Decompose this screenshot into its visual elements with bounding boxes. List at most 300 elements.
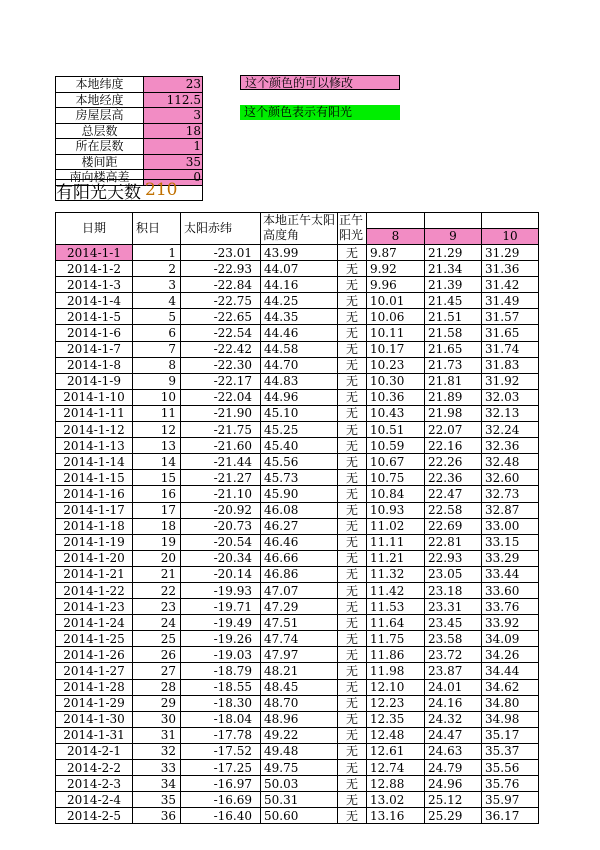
- parameter-row: [56, 154, 203, 170]
- cell-hour-8: 11.98: [367, 663, 425, 679]
- hour-8-label[interactable]: 8: [367, 229, 424, 244]
- cell-hour-9: 23.05: [425, 566, 482, 582]
- table-row: [56, 502, 539, 518]
- table-row: [56, 293, 539, 309]
- parameter-row: [56, 92, 203, 108]
- cell-hour-9: 24.96: [425, 776, 482, 792]
- cell-noon-sun: 无: [338, 615, 367, 631]
- cell-hour-9: 22.81: [425, 534, 482, 550]
- cell-day-index: 15: [133, 470, 181, 486]
- cell-noon-sun: 无: [338, 309, 367, 325]
- cell-hour-8: 10.93: [367, 502, 425, 518]
- cell-date: 2014-1-5: [56, 309, 133, 325]
- cell-hour-9: 21.39: [425, 277, 482, 293]
- cell-hour-10: 32.03: [482, 389, 539, 405]
- cell-day-index: 24: [133, 615, 181, 631]
- header-hour-8: [367, 213, 425, 245]
- cell-hour-8: 11.21: [367, 550, 425, 566]
- cell-date[interactable]: 2014-1-1: [56, 245, 133, 261]
- cell-noon-altitude: 44.07: [261, 261, 338, 277]
- cell-day-index: 11: [133, 405, 181, 421]
- cell-declination: -23.01: [181, 245, 261, 261]
- cell-hour-8: 12.23: [367, 695, 425, 711]
- cell-day-index: 13: [133, 438, 181, 454]
- cell-noon-altitude: 46.86: [261, 566, 338, 582]
- cell-noon-altitude: 46.46: [261, 534, 338, 550]
- cell-hour-10: 32.36: [482, 438, 539, 454]
- cell-hour-8: 10.30: [367, 373, 425, 389]
- parameter-row: [56, 77, 203, 93]
- cell-hour-10: 31.36: [482, 261, 539, 277]
- cell-hour-9: 22.16: [425, 438, 482, 454]
- cell-hour-9: 24.63: [425, 743, 482, 759]
- header-day-index: 积日: [133, 213, 181, 245]
- cell-noon-altitude: 44.46: [261, 325, 338, 341]
- table-row: [56, 486, 539, 502]
- cell-hour-8: 10.17: [367, 341, 425, 357]
- cell-hour-10: 34.98: [482, 711, 539, 727]
- cell-hour-10: 32.48: [482, 454, 539, 470]
- header-noon-altitude: 本地正午太阳高度角: [261, 213, 338, 245]
- cell-noon-sun: 无: [338, 599, 367, 615]
- parameters-table: [55, 76, 203, 186]
- cell-hour-8: 9.96: [367, 277, 425, 293]
- cell-declination: -21.27: [181, 470, 261, 486]
- cell-declination: -21.10: [181, 486, 261, 502]
- cell-noon-sun: 无: [338, 373, 367, 389]
- cell-hour-10: 33.60: [482, 582, 539, 598]
- cell-declination: -21.90: [181, 405, 261, 421]
- cell-date: 2014-1-30: [56, 711, 133, 727]
- cell-noon-altitude: 47.29: [261, 599, 338, 615]
- cell-declination: -21.44: [181, 454, 261, 470]
- hour-9-label[interactable]: 9: [425, 229, 481, 244]
- table-row: [56, 534, 539, 550]
- cell-day-index: 35: [133, 792, 181, 808]
- cell-day-index: 31: [133, 727, 181, 743]
- cell-declination: -16.69: [181, 792, 261, 808]
- cell-hour-10: 35.37: [482, 743, 539, 759]
- cell-date: 2014-1-24: [56, 615, 133, 631]
- cell-hour-8: 11.53: [367, 599, 425, 615]
- cell-noon-sun: 无: [338, 470, 367, 486]
- cell-day-index: 29: [133, 695, 181, 711]
- cell-day-index: 6: [133, 325, 181, 341]
- cell-noon-altitude: 46.08: [261, 502, 338, 518]
- cell-date: 2014-2-2: [56, 760, 133, 776]
- cell-hour-10: 31.49: [482, 293, 539, 309]
- cell-noon-sun: 无: [338, 727, 367, 743]
- cell-day-index: 5: [133, 309, 181, 325]
- cell-declination: -17.25: [181, 760, 261, 776]
- cell-declination: -22.54: [181, 325, 261, 341]
- cell-noon-sun: 无: [338, 631, 367, 647]
- cell-day-index: 9: [133, 373, 181, 389]
- table-row: [56, 615, 539, 631]
- cell-day-index: 1: [133, 245, 181, 261]
- cell-hour-10: 34.09: [482, 631, 539, 647]
- cell-noon-altitude: 46.27: [261, 518, 338, 534]
- cell-declination: -19.71: [181, 599, 261, 615]
- cell-day-index: 18: [133, 518, 181, 534]
- cell-hour-8: 11.64: [367, 615, 425, 631]
- cell-hour-9: 21.51: [425, 309, 482, 325]
- cell-noon-altitude: 50.03: [261, 776, 338, 792]
- cell-date: 2014-1-3: [56, 277, 133, 293]
- header-hour-10: [482, 213, 539, 245]
- table-row: [56, 582, 539, 598]
- cell-date: 2014-2-4: [56, 792, 133, 808]
- table-row: [56, 727, 539, 743]
- cell-noon-sun: 无: [338, 261, 367, 277]
- cell-date: 2014-2-1: [56, 743, 133, 759]
- cell-hour-9: 23.87: [425, 663, 482, 679]
- cell-date: 2014-1-14: [56, 454, 133, 470]
- cell-noon-sun: 无: [338, 502, 367, 518]
- parameter-value-input[interactable]: 35: [144, 154, 203, 170]
- cell-day-index: 17: [133, 502, 181, 518]
- table-row: [56, 695, 539, 711]
- cell-declination: -16.97: [181, 776, 261, 792]
- cell-hour-10: 33.29: [482, 550, 539, 566]
- cell-noon-altitude: 49.75: [261, 760, 338, 776]
- cell-date: 2014-1-4: [56, 293, 133, 309]
- table-row: [56, 341, 539, 357]
- header-noon-sun: 正午阳光: [338, 213, 367, 245]
- cell-declination: -18.55: [181, 679, 261, 695]
- editable-color-legend: 这个颜色的可以修改: [240, 75, 400, 90]
- cell-hour-10: 34.44: [482, 663, 539, 679]
- cell-hour-8: 12.88: [367, 776, 425, 792]
- cell-date: 2014-1-21: [56, 566, 133, 582]
- cell-hour-8: 10.43: [367, 405, 425, 421]
- cell-day-index: 22: [133, 582, 181, 598]
- cell-hour-9: 21.58: [425, 325, 482, 341]
- cell-day-index: 27: [133, 663, 181, 679]
- table-row: [56, 792, 539, 808]
- cell-day-index: 2: [133, 261, 181, 277]
- cell-noon-sun: 无: [338, 325, 367, 341]
- cell-noon-sun: 无: [338, 245, 367, 261]
- cell-hour-8: 11.75: [367, 631, 425, 647]
- cell-hour-10: 33.00: [482, 518, 539, 534]
- table-row: [56, 325, 539, 341]
- parameter-label: 楼间距: [56, 154, 144, 170]
- cell-date: 2014-2-5: [56, 808, 133, 824]
- cell-hour-8: 11.32: [367, 566, 425, 582]
- sunlight-color-legend: 这个颜色表示有阳光: [240, 105, 400, 120]
- table-row: [56, 599, 539, 615]
- cell-noon-sun: 无: [338, 550, 367, 566]
- cell-hour-8: 12.35: [367, 711, 425, 727]
- cell-hour-9: 21.34: [425, 261, 482, 277]
- cell-day-index: 4: [133, 293, 181, 309]
- cell-declination: -22.84: [181, 277, 261, 293]
- cell-hour-9: 25.29: [425, 808, 482, 824]
- cell-hour-8: 12.48: [367, 727, 425, 743]
- cell-hour-9: 24.01: [425, 679, 482, 695]
- parameter-label: 本地经度: [56, 92, 144, 108]
- cell-noon-altitude: 45.25: [261, 422, 338, 438]
- cell-hour-9: 24.32: [425, 711, 482, 727]
- cell-declination: -21.75: [181, 422, 261, 438]
- cell-declination: -22.30: [181, 357, 261, 373]
- cell-noon-sun: 无: [338, 486, 367, 502]
- cell-day-index: 23: [133, 599, 181, 615]
- cell-hour-8: 9.87: [367, 245, 425, 261]
- table-row: [56, 245, 539, 261]
- parameter-row: [56, 139, 203, 155]
- table-row: [56, 679, 539, 695]
- cell-hour-9: 21.29: [425, 245, 482, 261]
- cell-hour-8: 12.61: [367, 743, 425, 759]
- cell-noon-altitude: 45.40: [261, 438, 338, 454]
- solar-data-table: [55, 212, 539, 824]
- cell-hour-8: 11.02: [367, 518, 425, 534]
- cell-noon-sun: 无: [338, 389, 367, 405]
- cell-day-index: 26: [133, 647, 181, 663]
- cell-hour-9: 21.45: [425, 293, 482, 309]
- cell-hour-10: 31.29: [482, 245, 539, 261]
- parameter-label: 总层数: [56, 123, 144, 139]
- cell-hour-8: 10.06: [367, 309, 425, 325]
- cell-day-index: 19: [133, 534, 181, 550]
- cell-noon-altitude: 49.48: [261, 743, 338, 759]
- cell-noon-altitude: 47.74: [261, 631, 338, 647]
- cell-hour-10: 32.73: [482, 486, 539, 502]
- cell-day-index: 12: [133, 422, 181, 438]
- table-row: [56, 438, 539, 454]
- cell-day-index: 33: [133, 760, 181, 776]
- cell-hour-9: 24.16: [425, 695, 482, 711]
- cell-hour-10: 35.17: [482, 727, 539, 743]
- parameter-value-input[interactable]: 3: [144, 108, 203, 124]
- cell-hour-9: 21.89: [425, 389, 482, 405]
- header-hour-9: [425, 213, 482, 245]
- cell-hour-9: 23.72: [425, 647, 482, 663]
- cell-day-index: 36: [133, 808, 181, 824]
- parameter-value-input[interactable]: 23: [144, 77, 203, 93]
- cell-hour-8: 10.84: [367, 486, 425, 502]
- cell-hour-9: 22.47: [425, 486, 482, 502]
- cell-date: 2014-1-28: [56, 679, 133, 695]
- parameter-value-input[interactable]: 112.5: [144, 92, 203, 108]
- cell-hour-8: 10.36: [367, 389, 425, 405]
- header-declination: 太阳赤纬: [181, 213, 261, 245]
- cell-day-index: 14: [133, 454, 181, 470]
- cell-hour-8: 11.86: [367, 647, 425, 663]
- cell-hour-10: 31.92: [482, 373, 539, 389]
- cell-hour-8: 10.23: [367, 357, 425, 373]
- cell-hour-10: 31.83: [482, 357, 539, 373]
- cell-declination: -19.26: [181, 631, 261, 647]
- cell-hour-8: 11.11: [367, 534, 425, 550]
- cell-date: 2014-1-26: [56, 647, 133, 663]
- cell-hour-9: 23.45: [425, 615, 482, 631]
- cell-hour-8: 10.67: [367, 454, 425, 470]
- cell-hour-9: 24.79: [425, 760, 482, 776]
- cell-declination: -18.30: [181, 695, 261, 711]
- cell-day-index: 10: [133, 389, 181, 405]
- cell-date: 2014-1-20: [56, 550, 133, 566]
- cell-noon-altitude: 45.56: [261, 454, 338, 470]
- cell-declination: -22.17: [181, 373, 261, 389]
- cell-date: 2014-1-29: [56, 695, 133, 711]
- cell-date: 2014-1-18: [56, 518, 133, 534]
- cell-hour-9: 22.93: [425, 550, 482, 566]
- cell-noon-sun: 无: [338, 695, 367, 711]
- cell-declination: -17.52: [181, 743, 261, 759]
- cell-declination: -17.78: [181, 727, 261, 743]
- sunlight-days-summary: [55, 179, 203, 201]
- cell-noon-sun: 无: [338, 711, 367, 727]
- cell-day-index: 3: [133, 277, 181, 293]
- cell-date: 2014-1-12: [56, 422, 133, 438]
- cell-hour-9: 22.58: [425, 502, 482, 518]
- cell-noon-altitude: 44.70: [261, 357, 338, 373]
- cell-hour-10: 34.80: [482, 695, 539, 711]
- cell-noon-altitude: 47.97: [261, 647, 338, 663]
- cell-noon-sun: 无: [338, 405, 367, 421]
- cell-declination: -19.49: [181, 615, 261, 631]
- cell-noon-altitude: 48.96: [261, 711, 338, 727]
- cell-declination: -22.75: [181, 293, 261, 309]
- cell-noon-altitude: 44.96: [261, 389, 338, 405]
- cell-noon-altitude: 44.83: [261, 373, 338, 389]
- cell-hour-9: 22.07: [425, 422, 482, 438]
- cell-date: 2014-1-31: [56, 727, 133, 743]
- cell-declination: -20.34: [181, 550, 261, 566]
- header-date: 日期: [56, 213, 133, 245]
- cell-noon-altitude: 47.51: [261, 615, 338, 631]
- cell-day-index: 30: [133, 711, 181, 727]
- cell-hour-9: 23.58: [425, 631, 482, 647]
- sunlight-days-value: 210: [145, 180, 178, 200]
- table-row: [56, 631, 539, 647]
- cell-hour-9: 24.47: [425, 727, 482, 743]
- cell-hour-10: 31.57: [482, 309, 539, 325]
- cell-day-index: 16: [133, 486, 181, 502]
- cell-day-index: 28: [133, 679, 181, 695]
- table-row: [56, 422, 539, 438]
- cell-noon-altitude: 48.70: [261, 695, 338, 711]
- cell-declination: -19.03: [181, 647, 261, 663]
- table-row: [56, 647, 539, 663]
- parameter-label: 本地纬度: [56, 77, 144, 93]
- cell-date: 2014-1-7: [56, 341, 133, 357]
- cell-date: 2014-1-16: [56, 486, 133, 502]
- table-row: [56, 261, 539, 277]
- table-row: [56, 743, 539, 759]
- cell-date: 2014-2-3: [56, 776, 133, 792]
- cell-noon-sun: 无: [338, 454, 367, 470]
- cell-noon-sun: 无: [338, 792, 367, 808]
- cell-noon-altitude: 50.60: [261, 808, 338, 824]
- cell-day-index: 25: [133, 631, 181, 647]
- cell-noon-sun: 无: [338, 277, 367, 293]
- cell-noon-altitude: 44.16: [261, 277, 338, 293]
- cell-noon-sun: 无: [338, 743, 367, 759]
- cell-noon-altitude: 50.31: [261, 792, 338, 808]
- cell-hour-8: 10.59: [367, 438, 425, 454]
- cell-declination: -19.93: [181, 582, 261, 598]
- cell-declination: -22.42: [181, 341, 261, 357]
- cell-noon-sun: 无: [338, 341, 367, 357]
- table-row: [56, 760, 539, 776]
- table-row: [56, 454, 539, 470]
- cell-hour-10: 32.87: [482, 502, 539, 518]
- parameter-label: 所在层数: [56, 139, 144, 155]
- cell-noon-altitude: 45.90: [261, 486, 338, 502]
- cell-noon-altitude: 45.73: [261, 470, 338, 486]
- cell-noon-sun: 无: [338, 422, 367, 438]
- cell-hour-8: 11.42: [367, 582, 425, 598]
- cell-day-index: 20: [133, 550, 181, 566]
- cell-date: 2014-1-17: [56, 502, 133, 518]
- cell-hour-10: 35.56: [482, 760, 539, 776]
- cell-declination: -18.79: [181, 663, 261, 679]
- table-row: [56, 470, 539, 486]
- cell-noon-sun: 无: [338, 760, 367, 776]
- cell-declination: -22.04: [181, 389, 261, 405]
- parameter-label: 南向楼高差: [56, 170, 144, 186]
- cell-date: 2014-1-2: [56, 261, 133, 277]
- cell-hour-9: 25.12: [425, 792, 482, 808]
- cell-date: 2014-1-27: [56, 663, 133, 679]
- cell-hour-8: 10.75: [367, 470, 425, 486]
- table-row: [56, 550, 539, 566]
- cell-noon-altitude: 43.99: [261, 245, 338, 261]
- cell-noon-sun: 无: [338, 647, 367, 663]
- cell-hour-10: 35.76: [482, 776, 539, 792]
- table-row: [56, 663, 539, 679]
- cell-noon-sun: 无: [338, 518, 367, 534]
- cell-hour-9: 21.65: [425, 341, 482, 357]
- cell-noon-altitude: 44.25: [261, 293, 338, 309]
- hour-10-label[interactable]: 10: [482, 229, 538, 244]
- cell-noon-sun: 无: [338, 357, 367, 373]
- parameter-value-input[interactable]: 0: [144, 170, 203, 186]
- cell-hour-8: 9.92: [367, 261, 425, 277]
- cell-noon-altitude: 48.21: [261, 663, 338, 679]
- parameter-value-input[interactable]: 18: [144, 123, 203, 139]
- parameter-row: [56, 108, 203, 124]
- cell-date: 2014-1-23: [56, 599, 133, 615]
- cell-hour-10: 33.15: [482, 534, 539, 550]
- cell-day-index: 21: [133, 566, 181, 582]
- cell-date: 2014-1-6: [56, 325, 133, 341]
- parameter-value-input[interactable]: 1: [144, 139, 203, 155]
- cell-noon-sun: 无: [338, 808, 367, 824]
- cell-noon-sun: 无: [338, 438, 367, 454]
- cell-hour-8: 12.74: [367, 760, 425, 776]
- cell-noon-altitude: 44.58: [261, 341, 338, 357]
- cell-hour-9: 21.81: [425, 373, 482, 389]
- table-row: [56, 518, 539, 534]
- cell-declination: -20.14: [181, 566, 261, 582]
- cell-hour-9: 22.26: [425, 454, 482, 470]
- cell-day-index: 34: [133, 776, 181, 792]
- cell-hour-10: 31.65: [482, 325, 539, 341]
- cell-noon-sun: 无: [338, 566, 367, 582]
- cell-noon-sun: 无: [338, 534, 367, 550]
- cell-hour-10: 32.13: [482, 405, 539, 421]
- cell-hour-8: 10.11: [367, 325, 425, 341]
- cell-noon-altitude: 44.35: [261, 309, 338, 325]
- table-row: [56, 389, 539, 405]
- cell-hour-10: 34.26: [482, 647, 539, 663]
- cell-day-index: 7: [133, 341, 181, 357]
